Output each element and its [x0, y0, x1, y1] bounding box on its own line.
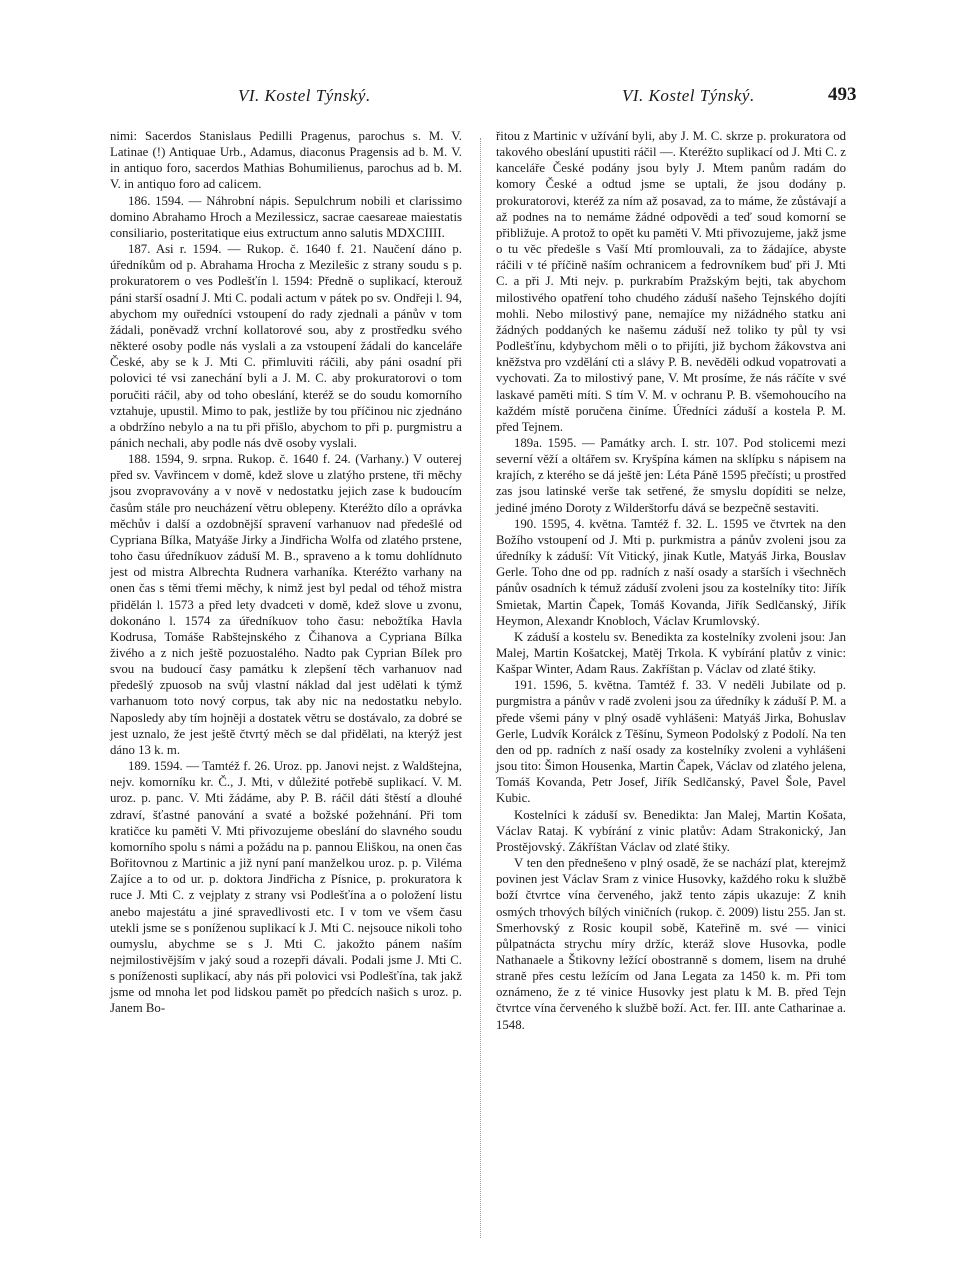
column-divider	[480, 138, 481, 1238]
entry-189a: 189a. 1595. — Památky arch. I. str. 107. Pod stolicemi mezi severní věží a oltářem sv. Kryšpína kámen na sklípku s nápisem na krajích, z kterého se dá ještě jen: Léta Páně 1595 přečísti; u prostřed zas jsou latinské verše tak setřené, že smyslu dopíditi se nelze, jediné jméno Doroty z Wilderštorfu dává se bezpečně sestaviti.	[496, 435, 846, 515]
entry-190: 190. 1595, 4. května. Tamtéž f. 32. L. 1595 ve čtvrtek na den Božího vstoupení od J. Mti p. purkmistra a pánův zvoleni jsou za úředníky k záduší: Vít Vitický, jinak Kutle, Matyáš Jirka, Bouslav Gerle. Toho dne od pp. radních z naší osady a starších i všechněch pánův osadních k témuž záduší zvoleni jsou za kostelníky tito: Jiřík Smietak, Martin Čapek, Tomáš Kovanda, Jiřík Sedlčanský, Jiřík Heymon, Alexandr Knobloch, Václav Krumlovský.	[496, 516, 846, 628]
entry-186: 186. 1594. — Náhrobní nápis. Sepulchrum nobili et clarissimo domino Abrahamo Hroch a Mezilessicz, sacrae caesareae maiestatis consiliario, posteritatique eius extructum anno salutis MDXCIIII.	[110, 193, 462, 240]
page-number: 493	[828, 84, 857, 105]
header-title-left: VI. Kostel Týnský.	[238, 86, 371, 105]
entry-189: 189. 1594. — Tamtéž f. 26. Uroz. pp. Janovi nejst. z Waldštejna, nejv. komorníku kr. Č., J. Mti, v důležité potřebě suplikací. V. M. uroz. p. panc. V. Mti žádáme, aby P. B. ráčil dáti štěstí a dlouhé zdraví, šťastné panování a svaté a božské požehnání. Při tom kratičce ku paměti V. Mti přivozujeme obeslání do slavného soudu komorního spolu s námi a požádu na p. pannou Eliškou, na onen čas Bořitovnou z Martinic a již nyní paní manželkou uroz. p. p. Viléma Zajíce a to od ur. p. doktora Jindřicha z Písnice, p. prokuratora k ruce J. Mti C. z vejplaty z strany vsi Podlešťína a o položení listu anebo majestátu a jiné spravedlivosti etc. I v tom ve všem času utekli jsme se s poníženou suplikací k J. Mti C. nejsouce nikoli toho oumyslu, abychme se s J. Mti C. jakožto pánem naším nejmilostivějším v jaký soud a rozepři dávali. Podali jsme J. Mti C. s poníženosti suplikací, aby nás při polovici vsi Podlešťína, tak jakž jsme od mnoha let pod lidskou pamět po předcích našich s uroz. p. Janem Bo-	[110, 759, 462, 1016]
paragraph: K záduší a kostelu sv. Benedikta za kostelníky zvoleni jsou: Jan Malej, Martin Košatckej, Matěj Trkola. K vybírání platův z vinic: Kašpar Winter, Adam Raus. Zakříštan p. Václav od zlaté štiky.	[496, 629, 846, 677]
paragraph: řitou z Martinic v užívání byli, aby J. M. C. skrze p. prokuratora od takového obeslání upustiti ráčil —. Kteréžto suplikací od J. Mti C. z kanceláře České podány jsou byly J. Mtem panům radám do komory České a odtud jsme se uptali, že jsou dodány p. prokuratorovi, kteréž za ním až posavad, za to máme, že zůstávají a až podnes na to nemáme žádné odpovědi a teď soud komorní se přibližuje. A protož to opět ku paměti V. Mti přivozujeme, jakž jsme o tu věc předešle s Vaší Mtí promlouvali, za to žádajíce, abyste ráčili v té příčině naším ochranicem a fedrovníkem buď při J. Mti C. a při J. Mti nejv. p. purkrabím Pražským bejti, tak abychom milostivého opatření toho chudého záduší našeho Tejnského dojíti mohli. Nebo milostivý pane, nemajíce my nižádného statku ani žádných poddaných ke našemu záduší než toliko ty půl ty vsi Podlešťínu, kdybychom měli o to přijíti, již bychom žákovstva ani kněžstva pro vzdělání cti a slávy P. B. nevěděli odkud vopatrovati a vychovati. Za to milostivý pane, V. Mt prosíme, že nás ráčíte v své laskavé paměti míti. S tím V. M. v ochranu P. B. všemohoucího na každém místě poručena činíme. Úředníci záduší a kostela P. M. před Tejnem.	[496, 129, 846, 434]
paragraph: Kostelníci k záduší sv. Benedikta: Jan Malej, Martin Košata, Václav Rataj. K vybírání z vinic platův: Adam Strakonický, Jan Prostějovský. Zákříštan Václav od zlaté štiky.	[496, 807, 846, 854]
entry-188: 188. 1594, 9. srpna. Rukop. č. 1640 f. 24. (Varhany.) V outerej před sv. Vavřincem v domě, kdež slove u zlatýho prstene, tři měchy jsou zvopravovány a v nově v nedostatku jejich zase k budoucím časům stále pro neucházení větru oblepeny. Kteréžto dílo a oprávka měchův i další a ozdobnější spravení varhanuov nad předešlé od Cypriana Bílka, Matyáše Jirky a Jindřicha Wolfa od zlatého prstene, toho času úředníkuov záduší M. B., spraveno a k tomu dohlídnuto jest od mistra Albrechta Rudnera varhaníka. Kteréžto varhany na onen čas s těmi třemi měchy, k nimž jest byl pedal od téhož mistra přidělán l. 1573 a před lety dvadceti v domě, kdež slove u zvonu, dokonáno l. 1574 za úředníkuov toho času: nebožtíka Havla Kodrusa, Tomáše Rabštejnského z Čihanova a Cypriana Bílka živého a z nich ještě pozuostalého. Nadto pak Cyprian Bílek pro svou na budoucí časy památku k zlepšení těch varhanuov nad předešlý zpuosob na svůj vlastní náklad dal jest udělati k týmž varhanuom toto nový corpus, tak aby nic na nedostatku nebylo. Naposledy aby tím hojněji a dostatek větru se dostávalo, za dobré se jest uznalo, že jest ještě čtvrtý měch se dal přidělati, na kterýž jest dáno 13 k. m.	[110, 452, 462, 757]
running-header	[0, 86, 960, 116]
paragraph: V ten den přednešeno v plný osadě, že se nachází plat, kterejmž povinen jest Václav Sram z vinice Husovky, každého roku k službě boží čtvrtce vína červeného, jakž tento zápis ukazuje: Z knih osmých trhových bílých viničních (rukop. č. 2009) listu 255. Jan st. Smerhovský z Rosic koupil sobě, Kateřině m. své — vinici půlpatnácta strychu míry držíc, kteráž slove Husovka, podle Nathanaele a Štikovny ležící obostranně s domem, lisem na druhé straně přes cestu ležícím od Jana Legata za 1450 k. m. Při tom oznámeno, že z té vinice Husovky jest platu k M. B. před Tejn čtvrtce vína červeného k službě boží. Act. fer. III. ante Catharinae a. 1548.	[496, 856, 846, 1032]
right-column	[496, 128, 846, 1033]
left-column	[110, 128, 462, 1017]
entry-191: 191. 1596, 5. května. Tamtéž f. 33. V neděli Jubilate od p. purgmistra a pánův v radě zvoleni jsou za úředníky k záduší P. M. a přede všemi pány v plný osadě vyhlášeni: Matyáš Jirka, Bohuslav Gerle, Ludvík Korálck z Těšínu, Symeon Podolský z Podolí. Na ten den od pp. radních z naší osady za kostelníky zvoleni a vyhlášeni jsou tito: Šimon Housenka, Martin Čapek, Václav od zlatého jelena, Tomáš Kovanda, Petr Josef, Jiřík Sedlčanský, Pavel Šole, Pavel Kubic.	[496, 678, 846, 806]
entry-187: 187. Asi r. 1594. — Rukop. č. 1640 f. 21. Naučení dáno p. úředníkům od p. Abrahama Hrocha z Mezilešic z strany soudu s p. prokuratorem o ves Podlešťín l. 1594: Předně o suplikací, kterouž páni starší osadní J. Mti C. podali actum v pátek po sv. Ondřeji l. 94, abychom my ouředníci vstoupení do rady zjednali a pánův v tom žádali, poněvadž vrchní kollatorové sou, aby z prostředku svého některé osoby podle nás vyslali a za vstoupení žádali do kanceláře České, aby se k J. Mti C. přimluviti ráčili, aby páni osadní při polovici té vsi zanechání byli a J. M. C. aby prokuratorovi o tom poručiti ráčil, aby od toho obeslání, kteréž se do soudu komorního vztahuje, upustil. Mimo to pak, jestliže by tou příčinou nic zjednáno a obdržíno nebylo a na tu při přišlo, abychom to při p. purgmistru a pánich nechali, aby podle nás dvě osoby vyslali.	[110, 242, 462, 450]
paragraph: nimi: Sacerdos Stanislaus Pedilli Pragenus, parochus s. M. V. Latinae (!) Antiquae Urb., Adamus, diaconus Pragensis ad b. M. V. in antiquo foro, sacerdos Mathias Bohumilienus, parochus ad b. M. V. in antiquo foro ad calicem.	[110, 129, 462, 192]
header-title-right: VI. Kostel Týnský.	[622, 86, 755, 105]
